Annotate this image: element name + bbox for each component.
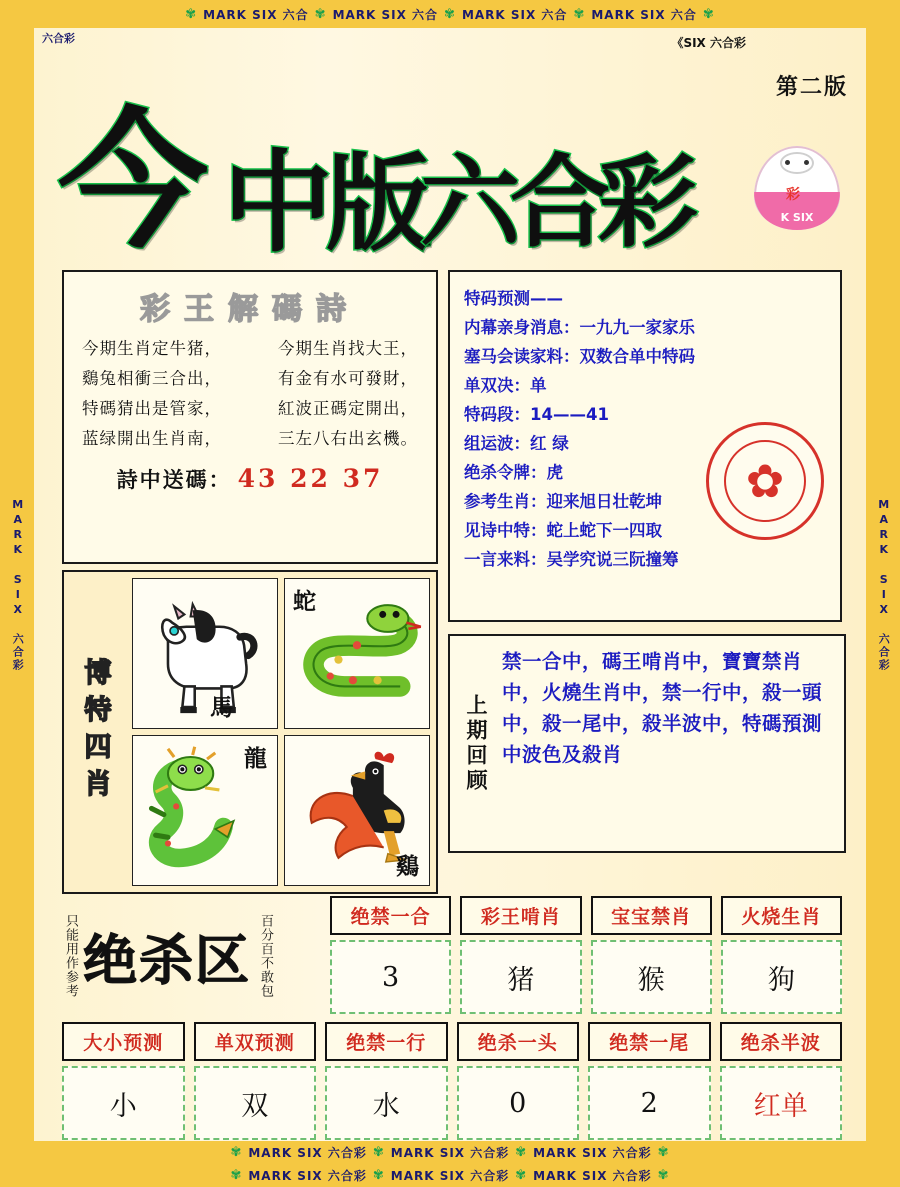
rabbit-eye-left-icon bbox=[785, 160, 790, 165]
page-content bbox=[34, 28, 866, 1141]
flower-icon: ✾ bbox=[657, 1168, 670, 1183]
prediction-value-1: 一九九一家家乐 bbox=[579, 318, 695, 337]
card-jusha-yitou bbox=[457, 1022, 580, 1140]
masthead-char-3: 版 bbox=[326, 141, 432, 265]
zodiac-cell-horse bbox=[132, 578, 278, 729]
logo-sub: K SIX bbox=[780, 211, 814, 224]
zodiac-label-dragon: 龍 bbox=[244, 745, 267, 772]
review-text: 禁一合中，碼王啃肖中，寶寶禁肖中，火燒生肖中，禁一行中，殺一頭中，殺一尾中，殺半波中，特碼預測中波色及殺肖 bbox=[502, 650, 823, 766]
card-head: 宝宝禁肖 bbox=[591, 896, 712, 935]
card-value: 红单 bbox=[720, 1066, 843, 1140]
prediction-row bbox=[464, 545, 826, 574]
card-head: 绝禁一行 bbox=[325, 1022, 448, 1061]
band-top-text-2: MARK SIX 六合 bbox=[332, 7, 439, 22]
masthead-char-1: 今 bbox=[58, 93, 209, 269]
official-seal bbox=[706, 422, 824, 540]
prediction-key-8: 见诗中特： bbox=[464, 521, 547, 540]
review-box bbox=[448, 634, 846, 853]
band-bottom-text-1: MARK SIX 六合彩 bbox=[248, 1146, 367, 1160]
poem-line-4a: 蓝绿開出生肖南， bbox=[82, 429, 222, 448]
prediction-key-4: 特码段： bbox=[464, 405, 530, 424]
band-bottom-text-4: MARK SIX 六合彩 bbox=[248, 1169, 367, 1183]
review-side-label: 上期回顾 bbox=[464, 693, 488, 794]
card-jinjin-yihe bbox=[330, 896, 451, 1014]
poem-line bbox=[82, 394, 418, 424]
card-value: 2 bbox=[588, 1066, 711, 1140]
poem-line bbox=[82, 364, 418, 394]
prediction-value-5: 红 绿 bbox=[530, 434, 569, 453]
prediction-key-3: 单双决： bbox=[464, 376, 530, 395]
prediction-value-7: 迎来旭日壮乾坤 bbox=[546, 492, 662, 511]
card-jinjin-yiwei bbox=[588, 1022, 711, 1140]
flower-icon: ✾ bbox=[372, 1168, 385, 1183]
edition-label: 第二版 bbox=[775, 75, 848, 100]
left-border-band bbox=[0, 28, 34, 1141]
masthead bbox=[58, 60, 698, 269]
poem-line-2b: 有金有水可發財， bbox=[278, 369, 418, 388]
zodiac-cell-rooster bbox=[284, 735, 430, 886]
prediction-value-4: 14——41 bbox=[530, 405, 609, 424]
flower-icon: ✾ bbox=[230, 1145, 243, 1160]
horse-illustration-icon bbox=[133, 579, 277, 728]
prediction-box bbox=[448, 270, 842, 622]
poem-line-1a: 今期生肖定牛猪， bbox=[82, 339, 222, 358]
prediction-key-6: 绝杀令牌： bbox=[464, 463, 547, 482]
kill-zone bbox=[62, 900, 322, 1012]
band-bottom-text-2: MARK SIX 六合彩 bbox=[390, 1146, 510, 1160]
flower-icon: ✾ bbox=[657, 1145, 670, 1160]
logo-name: 彩 bbox=[786, 187, 800, 203]
masthead-char-6: 彩 bbox=[598, 143, 698, 261]
poem-title: 彩王解碼詩 bbox=[140, 292, 360, 327]
card-danshuang-yuce bbox=[194, 1022, 317, 1140]
flower-icon: ✾ bbox=[372, 1145, 385, 1160]
poem-line-1b: 今期生肖找大王， bbox=[278, 339, 418, 358]
poem-send-numbers: 43 22 37 bbox=[237, 464, 384, 493]
card-head: 绝禁一尾 bbox=[588, 1022, 711, 1061]
prediction-cards-bottom bbox=[62, 1022, 842, 1140]
prediction-value-8: 蛇上蛇下一四取 bbox=[546, 521, 662, 540]
right-border-band bbox=[866, 28, 900, 1141]
zodiac-panel bbox=[62, 570, 438, 894]
poem-line-3b: 紅波正碼定開出， bbox=[278, 399, 418, 418]
bottom-border-band bbox=[0, 1141, 900, 1187]
poem-line-4b: 三左八右出玄機。 bbox=[278, 429, 418, 448]
zodiac-label-horse: 馬 bbox=[210, 694, 233, 721]
kill-zone-note-right: 百分百不敢包 bbox=[258, 914, 273, 998]
card-caiwang-kenxiao bbox=[460, 896, 581, 1014]
band-bottom-text-5: MARK SIX 六合彩 bbox=[390, 1169, 510, 1183]
card-value: 双 bbox=[194, 1066, 317, 1140]
masthead-char-4: 六 bbox=[420, 143, 520, 261]
left-band-text: MARK SIX 六合彩 bbox=[11, 497, 25, 672]
prediction-title: 特码预测—— bbox=[464, 289, 563, 308]
zodiac-cell-snake bbox=[284, 578, 430, 729]
card-head: 彩王啃肖 bbox=[460, 896, 581, 935]
card-value: 3 bbox=[330, 940, 451, 1014]
card-jusha-banbo bbox=[720, 1022, 843, 1140]
top-border-band bbox=[0, 0, 900, 28]
card-head: 大小预测 bbox=[62, 1022, 185, 1061]
zodiac-label-rooster: 鷄 bbox=[396, 853, 419, 880]
poem-line-3a: 特碼猜出是管家， bbox=[82, 399, 222, 418]
flower-icon: ✾ bbox=[702, 6, 715, 22]
prediction-key-1: 内幕亲身消息： bbox=[464, 318, 580, 337]
flower-icon: ✾ bbox=[185, 6, 198, 22]
poem-send-row bbox=[64, 464, 436, 494]
prediction-value-9: 吴学究说三阮撞筹 bbox=[546, 550, 679, 569]
prediction-key-5: 组运波： bbox=[464, 434, 530, 453]
card-daxiao-yuce bbox=[62, 1022, 185, 1140]
card-head: 绝杀一头 bbox=[457, 1022, 580, 1061]
prediction-key-9: 一言来料： bbox=[464, 550, 547, 569]
masthead-char-5: 合 bbox=[510, 143, 610, 261]
flower-icon: ✾ bbox=[444, 6, 456, 22]
flower-icon: ✾ bbox=[515, 1145, 528, 1160]
card-jinjin-yihang bbox=[325, 1022, 448, 1140]
poem-send-label: 詩中送碼： bbox=[116, 467, 232, 492]
prediction-row bbox=[464, 342, 826, 371]
card-value: 猪 bbox=[460, 940, 581, 1014]
card-value: 小 bbox=[62, 1066, 185, 1140]
prediction-value-3: 单 bbox=[530, 376, 547, 395]
card-head: 火烧生肖 bbox=[721, 896, 842, 935]
prediction-key-2: 塞马会读家料： bbox=[464, 347, 580, 366]
review-side-label-wrap bbox=[450, 636, 502, 851]
kill-zone-note-left: 只能用作参考 bbox=[63, 914, 78, 998]
card-value: 狗 bbox=[721, 940, 842, 1014]
card-value: 0 bbox=[457, 1066, 580, 1140]
kill-zone-title: 绝杀区 bbox=[83, 927, 251, 992]
band-top-text-1: MARK SIX 六合 bbox=[203, 7, 309, 22]
band-top-text-3: MARK SIX 六合 bbox=[461, 7, 568, 22]
band-bottom-text-3: MARK SIX 六合彩 bbox=[533, 1146, 652, 1160]
flower-icon: ✾ bbox=[230, 1168, 243, 1183]
flower-icon: ✾ bbox=[573, 6, 586, 22]
masthead-char-2: 中 bbox=[223, 138, 333, 267]
right-band-text: MARK SIX 六合彩 bbox=[877, 497, 891, 672]
zodiac-side-label: 博特四肖 bbox=[79, 658, 111, 806]
card-head: 绝杀半波 bbox=[720, 1022, 843, 1061]
prediction-value-6: 虎 bbox=[546, 463, 563, 482]
zodiac-grid bbox=[126, 572, 436, 892]
band-top-text-4: MARK SIX 六合 bbox=[591, 7, 697, 22]
card-head: 绝禁一合 bbox=[330, 896, 451, 935]
zodiac-cell-dragon bbox=[132, 735, 278, 886]
card-value: 猴 bbox=[591, 940, 712, 1014]
poem-box bbox=[62, 270, 438, 564]
rabbit-eye-right-icon bbox=[804, 160, 809, 165]
prediction-key-7: 参考生肖： bbox=[464, 492, 547, 511]
card-huoshao-shengxiao bbox=[721, 896, 842, 1014]
brand-logo bbox=[754, 146, 840, 230]
zodiac-label-snake: 蛇 bbox=[293, 588, 316, 615]
card-head: 单双预测 bbox=[194, 1022, 317, 1061]
band-bottom-text-6: MARK SIX 六合彩 bbox=[533, 1169, 652, 1183]
card-baobao-jinxiao bbox=[591, 896, 712, 1014]
poem-lines bbox=[82, 334, 418, 454]
zodiac-side-label-wrap bbox=[64, 572, 126, 892]
prediction-value-2: 双数合单中特码 bbox=[579, 347, 695, 366]
prediction-row bbox=[464, 371, 826, 400]
poem-line-2a: 鷄兔相衝三合出， bbox=[82, 369, 222, 388]
content-top-left-mark: 六合彩 bbox=[42, 32, 75, 45]
poem-line bbox=[82, 424, 418, 454]
prediction-row bbox=[464, 313, 826, 342]
card-value: 水 bbox=[325, 1066, 448, 1140]
bauhinia-icon: ✿ bbox=[724, 440, 806, 522]
poem-line bbox=[82, 334, 418, 364]
content-top-right-mark: 《SIX 六合彩 bbox=[671, 36, 746, 50]
flower-icon: ✾ bbox=[515, 1168, 528, 1183]
flower-icon: ✾ bbox=[314, 6, 327, 22]
prediction-cards-top bbox=[330, 896, 842, 1014]
